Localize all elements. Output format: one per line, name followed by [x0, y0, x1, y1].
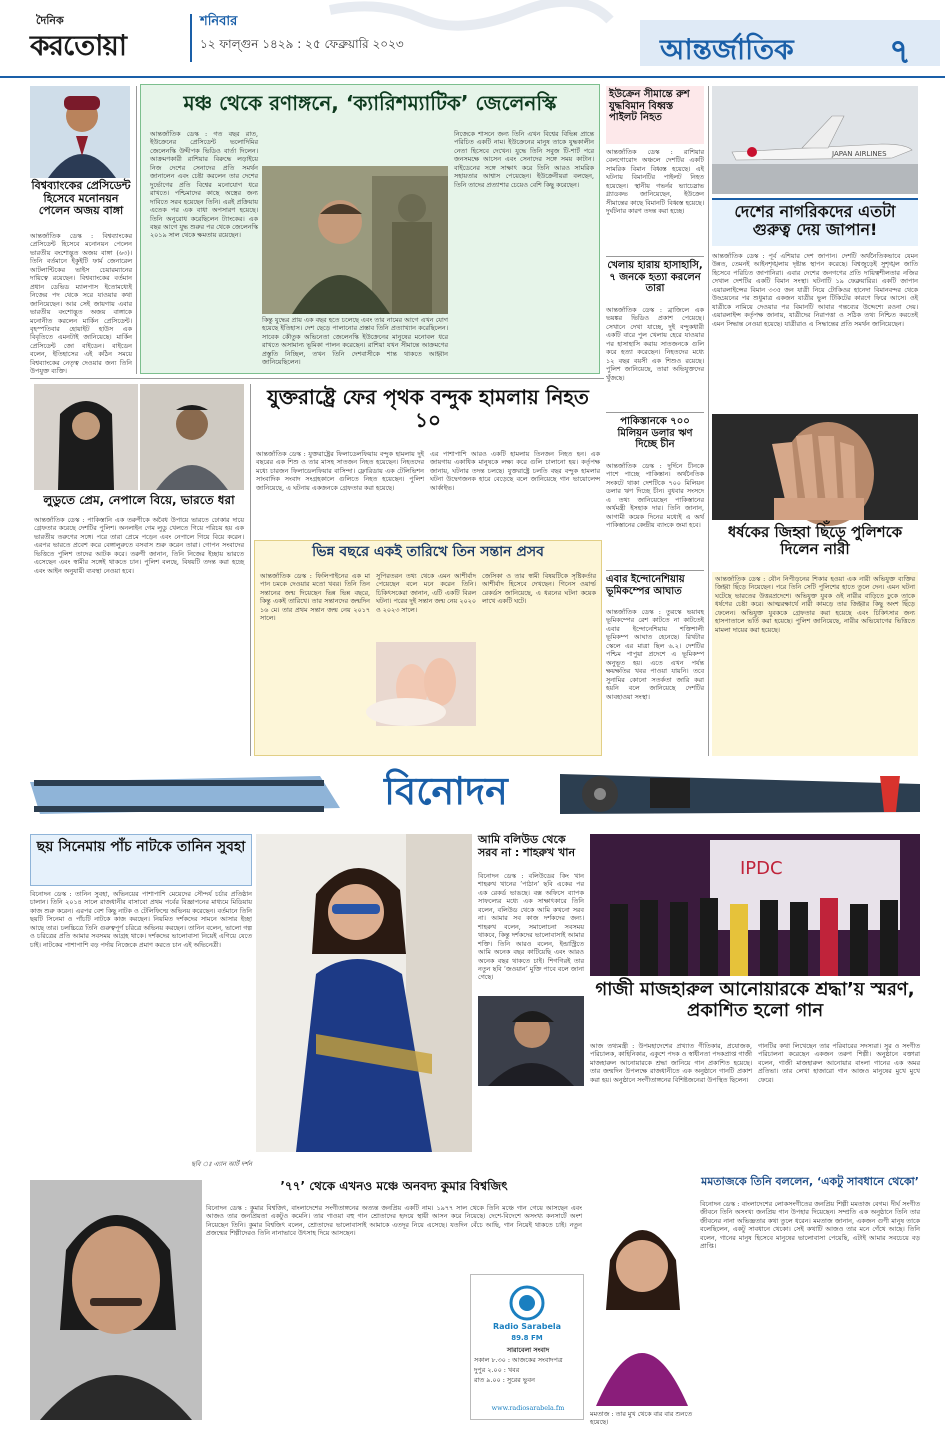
baby-feet-photo	[376, 642, 476, 726]
srk-photo	[478, 996, 584, 1086]
headline-bishwajit: ’৭৭’ থেকে এখনও মঞ্চে অনবদ্য কুমার বিশ্বজিৎ	[280, 1179, 508, 1193]
body-indonesia: আন্তর্জাতিক ডেস্ক : তুরস্কে ভয়াবহ ভূমিকম্পের রেশ কাটতে না কাটতেই এবার ইন্দোনেশিয়ায় শক্তিশালী ভূমিকম্প আঘাত হেনেছে। রিখটার স্কেলে এর মাত্রা ছিল ৬.২। দেশটির পশ্চিম পাপুয়া প্রদেশে এ ভূমিকম্প অনুভূত হয়। এতে এখন পর্যন্ত ক্ষয়ক্ষতির খবর পাওয়া যায়নি। তবে সুনামির কোনো সতর্কতা জারি করা হয়নি বলে জানিয়েছে দেশটির আবহাওয়া সংস্থা।	[606, 608, 704, 701]
masthead-divider	[190, 14, 192, 62]
body-gazi-left: আজ তথ্যমন্ত্রী : উপমহাদেশের প্রখ্যাত গীতিকার, প্রযোজক, পরিচালক, কাহিনিকার, একুশে পদক ও স্বাধীনতা পদকপ্রাপ্ত গাজী মাজহারুল আনোয়ারকে শ্রদ্ধা জানিয়ে গান প্রকাশিত হয়েছে। তার জন্মদিন উপলক্ষে রাজধানীতে এক অনুষ্ঠানে গানটি প্রকাশ করা হয়। অনুষ্ঠানে সংগীতাঙ্গনের বিশিষ্টজনেরা উপস্থিত ছিলেন।	[590, 1042, 752, 1084]
body-zelensky-left: আন্তর্জাতিক ডেস্ক : গত বছর রাত, ইউক্রেনের প্রেসিডেন্ট ভলোদিমির জেলেনস্কি উদ্দীপক ভিডিও বার্তা দিলেন। আক্রমণকারী রাশিয়ার বিরুদ্ধে লড়াইয়ে নিজ দেশের সেনাদের প্রতি সমর্থন জানালেন এবং চেষ্টা করলেন তার দেশের দুর্ভোগের প্রতি বিশ্বের মনোযোগ ধরে রাখতে। পশ্চিমাদের কাছে অস্ত্রের জন্য দাবিতে সরব হয়েছেন তিনি। এরই প্রক্রিয়ায় এতেক পর এক বাধা অপসারণ হয়েছে। তিনি অনুরোধ করেছিলেন ট্যাংকের। এক বছর আগে যুদ্ধ শুরুর পর থেকে জেলেনস্কি ২০১৯ সাল থেকে ক্ষমতায় রয়েছেন।	[150, 130, 258, 240]
body-srk-top: বিনোদন ডেস্ক : বলিউডের কিং খান শাহরুখ খানের ‘পাঠান’ ছবি একের পর এক রেকর্ড ভাঙছে। বক্স অফিসে ব্যাপক সাফল্যের মধ্যে এক সাক্ষাৎকারে তিনি বলেন, বলিউড থেকে আমি কখনো সরব না। আমার সব কাজ দর্শকদের জন্য। শাহরুখ বলেন, সমালোচনা সবসময় থাকবে, কিন্তু দর্শকদের ভালোবাসাই আমার শক্তি। তিনি আরও বলেন, ইন্ডাস্ট্রিতে আমি অনেক বছর কাটিয়েছি এবং আরও অনেক বছর থাকতে চাই। শিগগিরই তার নতুন ছবি ‘জওয়ান’ মুক্তি পাবে বলে জানা গেছে।	[478, 872, 584, 982]
radio-frequency: 89.8 FM	[511, 1334, 543, 1342]
body-triplets-right: জেসিকা ও তার স্বামী বিষয়টিকে সৃষ্টিকর্তার আশীর্বাদ হিসেবে দেখছেন। গিনেস ওয়ার্ল্ড রেকর্ডস জানিয়েছে, এ ধরনের ঘটনা কয়েক লাখে একটি ঘটে।	[482, 572, 596, 606]
masthead-date: ১২ ফাল্গুন ১৪২৯ : ২৫ ফেব্রুয়ারি ২০২৩	[200, 37, 404, 51]
suboha-photo	[256, 834, 472, 1152]
body-triplets-left: আন্তর্জাতিক ডেস্ক : ফিলিপাইনের এক মা পান চমকে দেওয়ার মতো খবর। তিনি তিন সন্তানের জন্ম দিয়েছেন ভিন্ন ভিন্ন বছরে, কিন্তু একই তারিখে। তার সন্তানদের জন্মদিন ১৬ মে। তার প্রথম সন্তান জন্ম নেয় ২০১৭ সালে।	[260, 572, 370, 623]
svg-text:JAPAN AIRLINES: JAPAN AIRLINES	[832, 150, 887, 158]
story-divider	[606, 570, 704, 571]
radio-schedule-2: দুপুর ২.০০ : খবর	[474, 1366, 520, 1374]
banga-photo	[30, 86, 130, 178]
zelensky-photo	[262, 166, 448, 314]
headline-indonesia: এবার ইন্দোনেশিয়ায় ভূমিকম্পের আঘাত	[606, 574, 685, 597]
body-bishwajit: বিনোদন ডেস্ক : কুমার বিশ্বজিৎ, বাংলাদেশের সংগীতাঙ্গনের অত্যন্ত জনপ্রিয় একটি নাম। ১৯৭৭ সাল থেকে তিনি মঞ্চে গান গেয়ে আসছেন এবং আজও তার জনপ্রিয়তা একটুও কমেনি। তার গাওয়া বহু গান শ্রোতাদের হৃদয়ে স্থায়ী আসন করে নিয়েছে। দেশে-বিদেশে অসংখ্য কনসার্টে অংশ নিয়েছেন তিনি। কুমার বিশ্বজিৎ বলেন, শ্রোতাদের ভালোবাসাই আমাকে এতদূর নিয়ে এসেছে। যতদিন বেঁচে আছি, গান নিয়েই থাকতে চাই। নতুন প্রজন্মের শিল্পীদেরও তিনি নানাভাবে উৎসাহ দিয়ে আসছেন।	[206, 1204, 582, 1238]
radio-url-link[interactable]: www.radiosarabela.fm	[491, 1404, 565, 1412]
headline-tongue: ধর্ষকের জিহ্বা ছিঁড়ে পুলিশকে দিলেন নারী	[727, 523, 903, 559]
masthead	[0, 0, 945, 78]
caption-mamtaz: মমতাজ : তার মুখ থেকে বার বার শুনতে হয়েছে।	[590, 1410, 693, 1427]
section-title: আন্তর্জাতিক	[660, 33, 794, 66]
mamtaz-photo	[590, 1200, 694, 1406]
radio-schedule-1: সকাল ৮.৩০ : আজকের সংবাদপত্র	[474, 1356, 563, 1364]
body-brazil: আন্তর্জাতিক ডেস্ক : ব্রাজিলে এক ভয়ঙ্কর ভিডিও প্রকাশ পেয়েছে। সেখানে দেখা যাচ্ছে, দুই বন্দুকধারী একটি বারে পুল খেলায় হেরে যাওয়ার পর হাসাহাসি করায় সাতজনকে গুলি করে হত্যা করেছেন। নিহতদের মধ্যে ১২ বছর বয়সী এক শিশুও রয়েছে। পুলিশ জানিয়েছে, তারা অভিযুক্তদের খুঁজছে।	[606, 306, 704, 382]
binodon-title: বিনোদন	[384, 769, 508, 813]
body-ukraine-pilots: আন্তর্জাতিক ডেস্ক : রাশিয়ার বেলগোরোদ অঞ্চলে দেশটির একটি সামরিক বিমান বিধ্বস্ত হয়েছে। এই ঘটনায় বিমানটির পাইলট নিহত হয়েছেন। স্থানীয় গভর্নর ভ্যাচেস্লাভ গ্ল্যাডকভ জানিয়েছেন, ইউক্রেন সীমান্তের কাছে বিমানটি বিধ্বস্ত হয়েছে। দুর্ঘটনার কারণ তদন্ত করা হচ্ছে।	[606, 148, 704, 216]
body-pakistan: আন্তর্জাতিক ডেস্ক : দুর্দিনে চীনকে পাশে পাচ্ছে পাকিস্তান। অর্থনৈতিক সংকটে থাকা দেশটিকে ৭০০ মিলিয়ন ডলার ঋণ দিচ্ছে চীন। বুধবার সংসদে এ তথ্য জানিয়েছেন পাকিস্তানের অর্থমন্ত্রী ইসহাক দার। তিনি জানান, আগামী কয়েক দিনের মধ্যেই এ অর্থ পাকিস্তানের কেন্দ্রীয় ব্যাংকে জমা হবে।	[606, 462, 704, 530]
body-zelensky-mid: কিন্তু যুদ্ধের প্রায় এক বছর হতে চলেছে এবং তার নামের আগে এখন যোগ হয়েছে ইতিহাস। দেশ ছেড়ে পালানোর প্রস্তাব তিনি প্রত্যাখ্যান করেছিলেন। সাবেক কৌতুক অভিনেতা জেলেনস্কি ইউক্রেনের মানুষের মনোবল ধরে রাখতে অসামান্য ভূমিকা পালন করেছেন। রাশিয়া যখন সীমান্তে আক্রমণের প্রস্তুতি নিচ্ছিল, তখন তিনি দেশবাসীকে শান্ত থাকতে আহ্বান জানিয়েছিলেন।	[262, 316, 448, 367]
masthead-day: শনিবার	[200, 14, 238, 29]
headline-us-shooting: যুক্তরাষ্ট্রে ফের পৃথক বন্দুক হামলায় নিহত ১০	[267, 385, 589, 432]
brand-small: দৈনিক	[36, 14, 64, 27]
headline-mamtaz: মমতাজকে তিনি বললেন, ‘একটু সাবধানে থেকো’	[701, 1175, 919, 1188]
headline-pakistan: পাকিস্তানকে ৭০০ মিলিয়ন ডলার ঋণ দিচ্ছে চীন	[617, 416, 693, 450]
body-japan: আন্তর্জাতিক ডেস্ক : পূর্ব এশিয়ার দেশ জাপান। দেশটি অর্থনৈতিকভাবে যেমন উন্নত, তেমনই আইনশৃঙ্খলায় দৃষ্টান্ত স্থাপন করেছে। বিশ্বজুড়েই সুশৃঙ্খল জাতি হিসেবে পরিচিত জাপানিরা। এবার দেশের জনগণের প্রতি দায়িত্বশীলতার নজির দেখাল দেশটির একটি বিমান সংস্থা। ঘটনাটি ১৯ ফেব্রুয়ারির। একটি জাপান এয়ারলাইন্সের বিমান ৩৩৫ জন যাত্রী নিয়ে টোকিওর হানেদা বিমানবন্দর থেকে উড্ডয়নের পর শুধুমাত্র একজন যাত্রীর ভুল টিকিটের কারণে ফিরে আসে। ওই যাত্রীকে নামিয়ে দেওয়ার পর বিমানটি আবার গন্তব্যের উদ্দেশ্যে রওনা দেয়। এয়ারলাইন্স কর্তৃপক্ষ জানায়, যাত্রীদের নিরাপত্তা ও সঠিক তথ্য নিশ্চিত করতেই এমন সিদ্ধান্ত নেওয়া হয়েছে। যাত্রীরাও এ সিদ্ধান্তের প্রতি সমর্থন জানিয়েছেন।	[712, 252, 918, 328]
gazi-event-photo	[590, 834, 920, 976]
body-zelensky-right: নিজেকে শাসনে জন্য তিনি এখন বিশ্বের বিভিন্ন প্রান্তে পরিচিত একটি নাম। ইউক্রেনের মানুষ তাকে যুদ্ধকালীন নেতা হিসেবে দেখেন। যুদ্ধে তিনি সবুজ টি-শার্ট পরে জনসমক্ষে আসেন এবং সেনাদের সঙ্গে সময় কাটান। বাইডেনের সঙ্গে সাক্ষাৎ করে তিনি আরও সামরিক সহায়তার আশ্বাস পেয়েছেন। ইউক্রেনীয়রা বলছেন, তিনি তাদের প্রত্যাশার চেয়েও বেশি কিছু করেছেন।	[454, 130, 594, 189]
bishwajit-photo	[30, 1180, 202, 1420]
body-suboha: বিনোদন ডেস্ক : তানিন সুবহা, অভিনয়ের পাশাপাশি মেয়েদের সৌন্দর্য চর্চার প্রতিষ্ঠান চালান। তিনি ২০১৪ সালে রাজধানীর বাসাবো প্রথম পর্বের বিজ্ঞাপনের মাধ্যমে মিডিয়ায় কাজ শুরু করেন। এরপর বেশ কিছু নাটক ও টেলিফিল্মে অভিনয় করেছেন। বর্তমানে তিনি ছয়টি সিনেমা ও পাঁচটি নাটকে কাজ করছেন। নিয়মিত দর্শকদের সামনে আসার ইচ্ছা আছে তার। চলচ্চিত্রে তিনি গুরুত্বপূর্ণ চরিত্রে অভিনয় করছেন। তানিন বলেন, ভালো গল্প ও চরিত্রের প্রতি আমার সবসময় আগ্রহ থাকে। দর্শকদের ভালোবাসা নিয়েই এগিয়ে যেতে চাই। নাটকের পাশাপাশি বড় পর্দায় নিজেকে প্রমাণ করতে চান এই অভিনেত্রী।	[30, 890, 252, 949]
svg-text:IPDC: IPDC	[740, 858, 783, 879]
headline-srk: আমি বলিউড থেকে সরব না : শাহরুখ খান	[478, 833, 576, 859]
masthead-decoration	[0, 0, 945, 78]
story-divider	[606, 412, 704, 413]
radio-schedule-3: রাত ৯.০০ : সুরের ভুবন	[474, 1376, 535, 1384]
story-divider	[606, 256, 704, 257]
row-divider	[30, 378, 604, 379]
japan-airlines-photo	[712, 86, 918, 194]
body-nepal-love: আন্তর্জাতিক ডেস্ক : পাকিস্তানি এক তরুণীকে অবৈধ উপায়ে ভারতে ঢোকার দায়ে গ্রেফতার করেছে দেশটির পুলিশ। অনলাইন গেম লুডু খেলতে গিয়ে পরিচয় হয় এক ভারতীয় তরুণের সঙ্গে। পরে তারা প্রেমে পড়েন এবং নেপালে গিয়ে বিয়ে করেন। এরপর ভারতে প্রবেশ করে বেঙ্গালুরুতে বসবাস শুরু করেন তারা। গোপন সংবাদের ভিত্তিতে পুলিশ তাদের আটক করে। তরুণী জানান, তিনি নিজের ইচ্ছায় ভারতে এসেছেন এবং স্বামীর সঙ্গেই থাকতে চান। পুলিশ বলছে, বিষয়টি তদন্ত করা হচ্ছে এবং আইন অনুযায়ী ব্যবস্থা নেওয়া হবে।	[34, 516, 244, 575]
body-worldbank: আন্তর্জাতিক ডেস্ক : বিশ্বব্যাংকের প্রেসিডেন্ট হিসেবে মনোনয়ন পেলেন ভারতীয় বংশোদ্ভূত অজয় বাঙ্গা (৬৩)। তিনি বর্তমানে ইকুইটি ফার্ম জেনারেল আটলান্টিকের ভাইস চেয়ারম্যানের দায়িত্বে রয়েছেন। বিশ্বব্যাংকের বর্তমান প্রধান ডেভিড ম্যালপাস ইতোমধ্যেই নিজের পদ থেকে সরে যাওয়ার কথা জানিয়েছেন। আর সেই জায়গায় এবার ভারতীয় বংশোদ্ভূত অজয় বাঙ্গাকে মনোনীত করলেন মার্কিন প্রেসিডেন্ট। বৃহস্পতিবার হোয়াইট হাউস এক বিবৃতিতে এমনটাই জানিয়েছে। মার্কিন প্রেসিডেন্ট জো বাইডেন। বাইডেন বলেন, ইতিহাসের এই কঠিন সময়ে বিশ্বব্যাংকের নেতৃত্ব দেওয়ার জন্য তিনি উপযুক্ত ব্যক্তি।	[30, 232, 132, 376]
column-rule	[708, 86, 709, 756]
column-rule	[250, 384, 251, 756]
headline-suboha: ছয় সিনেমায় পাঁচ নাটকে তানিন সুবহা	[30, 834, 252, 886]
headline-gazi: গাজী মাজহারুল আনোয়ারকে শ্রদ্ধা’য় স্মরণ, প্রকাশিত হলো গান	[595, 979, 915, 1021]
headline-brazil: খেলায় হারায় হাসাহাসি, ৭ জনকে হত্যা করলেন তারা	[607, 260, 703, 294]
hand-mouth-photo	[712, 414, 918, 520]
headline-ukraine-pilots: ইউক্রেন সীমান্তে রুশ যুদ্ধবিমান বিধ্বস্ত পাইলট নিহত	[606, 86, 704, 144]
radio-schedule-title: সারাবেলা সংবাদ	[506, 1346, 550, 1354]
body-tongue: আন্তর্জাতিক ডেস্ক : যৌন নিপীড়নের শিকার হওয়া এক নারী অভিযুক্ত ব্যক্তির জিহ্বা ছিঁড়ে নিয়েছেন। পরে তিনি সেটি পুলিশের হাতে তুলে দেন। এমন ঘটনা ঘটেছে ভারতের উত্তরপ্রদেশে। অভিযুক্ত যুবক ওই নারীর বাড়িতে ঢুকে তাকে ধর্ষণের চেষ্টা করে। আত্মরক্ষার্থে নারী কামড়ে তার জিহ্বার কিছু অংশ ছিঁড়ে ফেলেন। অভিযুক্ত যুবককে গ্রেফতার করা হয়েছে এবং চিকিৎসার জন্য হাসপাতালে ভর্তি করা হয়েছে। পুলিশ জানিয়েছে, নারীর অভিযোগের ভিত্তিতে মামলা দায়ের করা হয়েছে।	[712, 572, 918, 756]
brand-logo: করতোয়া	[30, 29, 126, 62]
body-us-shooting-right: এর পাশাপাশি আরও একটি হামলায় তিনজন নিহত হন। এক জায়গায় একাধিক মানুষকে লক্ষ্য করে গুলি চালানো হয়। কর্তৃপক্ষ জানায়, ঘটনার তদন্ত চলছে। যুক্তরাষ্ট্রে চলতি বছর বন্দুক হামলার ঘটনা উদ্বেগজনক হারে বেড়েছে বলে জানিয়েছে গান ভায়োলেন্স আর্কাইভ।	[430, 450, 600, 492]
body-gazi-right: গানটির কথা লিখেছেন তার পরিবারের সদস্যরা। সুর ও সংগীত পরিচালনা করেছেন একজন তরুণ শিল্পী। অনুষ্ঠানে বক্তারা বলেন, গাজী মাজহারুল আনোয়ার বাংলা গানের এক অমর প্রতিভা। তার লেখা হাজারো গান আজও মানুষের মুখে মুখে ফেরে।	[758, 1042, 920, 1084]
headline-worldbank: বিশ্বব্যাংকের প্রেসিডেন্ট হিসেবে মনোনয়ন পেলেন অজয় বাঙ্গা	[31, 179, 131, 218]
body-mamtaz: বিনোদন ডেস্ক : বাংলাদেশের লোকসংগীতের জনপ্রিয় শিল্পী মমতাজ বেগম। দীর্ঘ সংগীত জীবনে তিনি অসংখ্য জনপ্রিয় গান উপহার দিয়েছেন। সম্প্রতি এক অনুষ্ঠানে তিনি তার জীবনের নানা অভিজ্ঞতার কথা তুলে ধরেন। মমতাজ জানান, একজন গুণী মানুষ তাকে বলেছিলেন, একটু সাবধানে থেকো। সেই কথাটি আজও তার মনে গেঁথে আছে। তিনি বলেন, গানের মানুষ হিসেবে মানুষের ভালোবাসা পেয়েছি, এটাই আমার সবচেয়ে বড় প্রাপ্তি।	[700, 1200, 920, 1251]
headline-zelensky: মঞ্চ থেকে রণাঙ্গনে, ‘ক্যারিশম্যাটিক’ জেলেনস্কি	[183, 91, 557, 115]
body-triplets-mid: সুপিরতরন তথ্য থেকে এমন আশীর্বাদ পেয়েছেন বলে মনে করেন তিনি। চিকিৎসকেরা জানান, এটি একটি বিরল ঘটনা। পরের দুই সন্তান জন্ম নেয় ২০২০ ও ২০২৩ সালে।	[376, 572, 476, 614]
headline-triplets: ভিন্ন বছরে একই তারিখে তিন সন্তান প্রসব	[312, 544, 544, 560]
headline-nepal-love: লুডুতে প্রেম, নেপালে বিয়ে, ভারতে ধরা	[43, 493, 235, 507]
column-rule	[136, 86, 137, 374]
headline-japan: দেশের নাগরিকদের এতটা গুরুত্ব দেয় জাপান!	[712, 198, 918, 246]
radio-name: Radio Sarabela	[492, 1322, 562, 1331]
body-us-shooting-left: আন্তর্জাতিক ডেস্ক : যুক্তরাষ্ট্রের ফিলাডেলফিয়ায় বন্দুক হামলায় দুই বছরের এক শিশু ও তার মাসহ সাতজন নিহত হয়েছেন। নিহতদের মধ্যে চারজন ফিলাডেলফিয়ার বাসিন্দা। ফ্লোরিডায় এক টেলিভিশন সাংবাদিক সংবাদ সংগ্রহকালে গুলিতে নিহত হয়েছেন। পুলিশ জানিয়েছে, এ ঘটনায় একজনকে গ্রেফতার করা হয়েছে।	[256, 450, 424, 492]
page-number: ৭	[888, 32, 912, 72]
couple-photo	[34, 384, 244, 490]
photo-credit-suboha: ছবি ঃ এ্যান আর্ট দর্শন	[191, 1160, 252, 1168]
